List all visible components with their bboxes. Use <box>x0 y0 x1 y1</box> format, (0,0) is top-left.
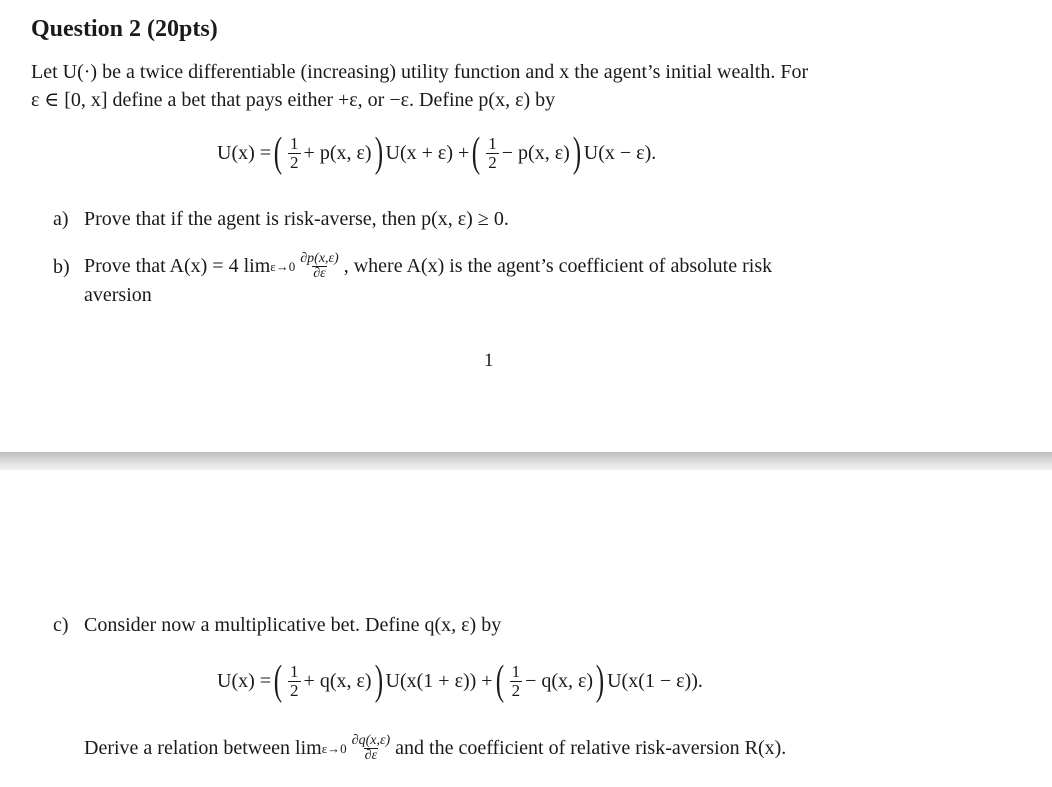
eq2-lhs: U(x) = <box>217 669 272 692</box>
part-b-line-1 <box>84 252 952 281</box>
part-b <box>0 252 1052 312</box>
eq1-paren-open-1: ( <box>273 130 283 176</box>
eq2-half-2: $\frac{1}{2}$ <box>511 661 521 700</box>
intro-paragraph <box>31 58 955 114</box>
eq2-term2-after: U(x(1 − ε)). <box>607 669 703 692</box>
part-c-derivative: ∂q(x,ε) ∂ε <box>351 733 391 763</box>
eq2-paren-open-2: ( <box>495 658 504 704</box>
part-c-derive-pre: Derive a relation between lim <box>84 737 322 759</box>
equation-p <box>217 132 656 174</box>
eq2-half-1: $\frac{1}{2}$ <box>290 661 299 700</box>
part-c-text: Consider now a multiplicative bet. Define q(x, ε) by <box>84 614 502 636</box>
part-b-line-2: aversion <box>84 284 152 306</box>
eq2-paren-close-1: ) <box>374 658 383 704</box>
page-divider <box>0 452 1052 470</box>
equation-q <box>217 660 703 702</box>
part-a-label: a) <box>53 208 69 230</box>
part-a-text: Prove that if the agent is risk-averse, then p(x, ε) ≥ 0. <box>84 208 509 230</box>
eq2-term1-inner: + q(x, ε) <box>303 669 372 692</box>
intro-line-2: ε ∈ [0, x] define a bet that pays either +ε, or −ε. Define p(x, ε) by <box>31 89 556 111</box>
eq1-term1-inner: + p(x, ε) <box>303 141 372 164</box>
part-c-lim-sub: ε→0 <box>321 740 347 756</box>
part-a <box>0 208 1052 236</box>
eq1-half-1: $\frac{1}{2}$ <box>290 133 299 172</box>
page-2 <box>0 470 1052 787</box>
eq1-term2-inner: − p(x, ε) <box>501 141 570 164</box>
part-b-text-post: , where A(x) is the agent’s coefficient of absolute risk <box>343 255 773 277</box>
eq1-paren-open-2: ( <box>472 130 481 176</box>
eq1-lhs: U(x) = <box>217 141 272 164</box>
page-number: 1 <box>484 350 494 371</box>
eq1-half-2: $\frac{1}{2}$ <box>488 133 497 172</box>
part-c-derive <box>84 734 786 763</box>
part-b-lim-sub: ε→0 <box>270 258 296 274</box>
eq1-term1-after: U(x + ε) + <box>385 141 470 164</box>
part-c <box>0 614 1052 642</box>
part-c-label: c) <box>53 614 69 636</box>
question-title: Question 2 (20pts) <box>31 16 218 42</box>
eq1-paren-close-2: ) <box>572 130 581 176</box>
intro-line-1: Let U(·) be a twice differentiable (increasing) utility function and x the agent’s initial wealth. For <box>31 61 809 83</box>
eq2-term2-inner: − q(x, ε) <box>525 669 594 692</box>
part-b-text-pre: Prove that A(x) = 4 lim <box>84 255 271 277</box>
eq2-term1-after: U(x(1 + ε)) + <box>385 669 493 692</box>
eq1-term2-after: U(x − ε). <box>583 141 657 164</box>
part-b-label: b) <box>53 256 70 278</box>
part-c-derive-post: and the coefficient of relative risk-aversion R(x). <box>395 737 787 759</box>
eq2-paren-open-1: ( <box>273 658 283 704</box>
part-b-derivative: ∂p(x,ε) ∂ε <box>300 251 339 281</box>
eq1-paren-close-1: ) <box>374 130 383 176</box>
eq2-paren-close-2: ) <box>595 658 605 704</box>
